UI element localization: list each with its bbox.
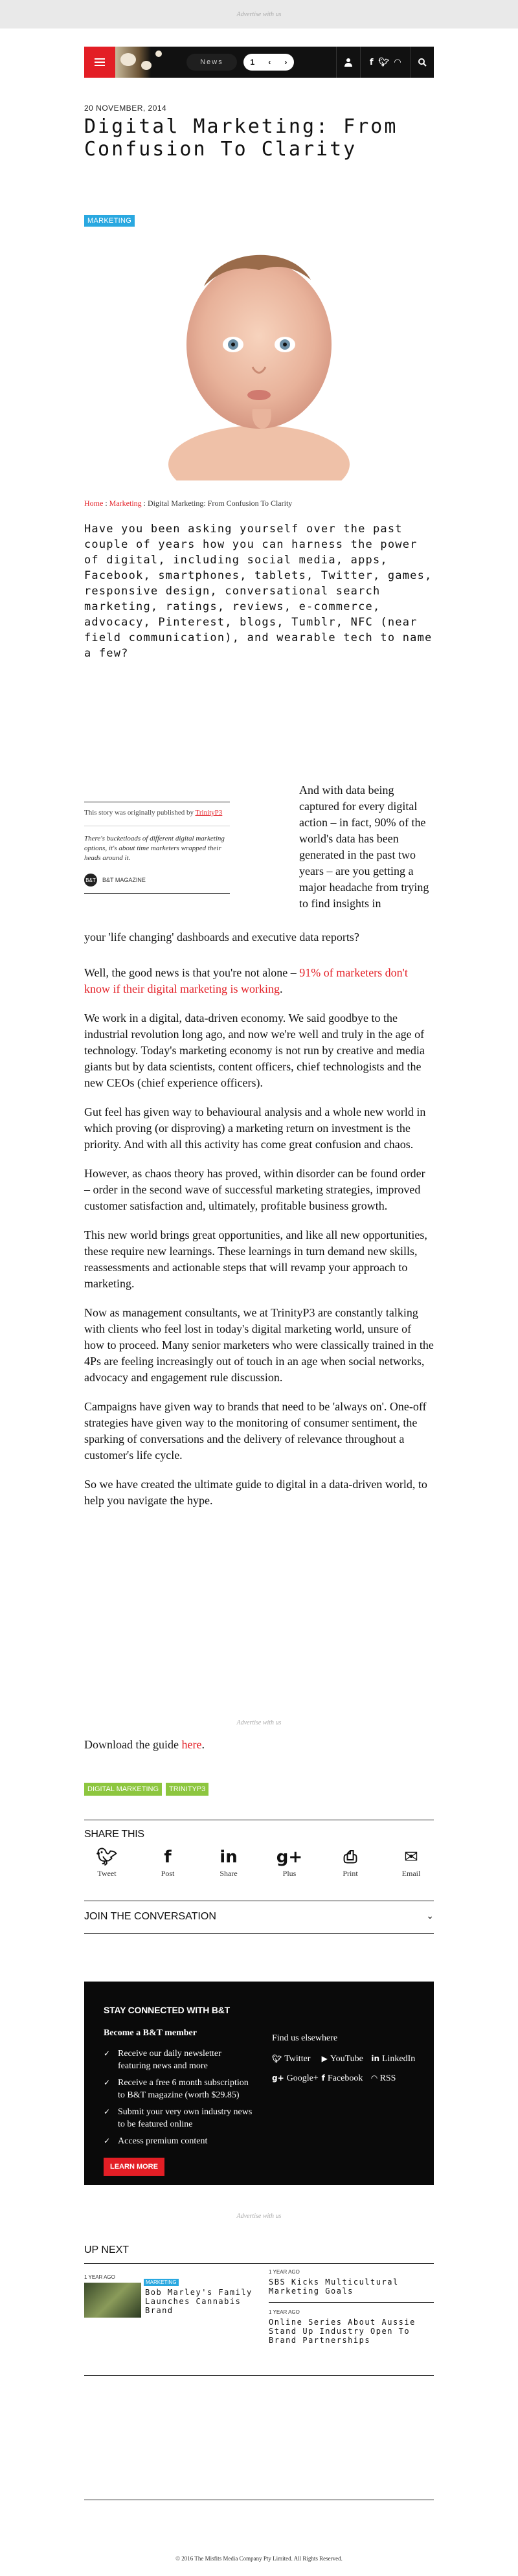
ad-label[interactable]: Advertise with us [236,1719,282,1726]
list-item: ✓ Access premium content [104,2135,253,2147]
paragraph-text: Well, the good news is that you're not alone – [84,966,300,979]
original-source-note [84,802,230,826]
facebook-icon[interactable]: f [369,57,374,67]
trinityp3-link[interactable]: TrinityP3 [195,809,223,817]
divider [84,2263,434,2264]
paragraph-text: . [279,982,283,995]
article-aside [84,802,230,894]
follow-linkedin-link[interactable]: in LinkedIn [371,2054,416,2064]
download-text: . [201,1738,205,1751]
up-next-item[interactable] [269,2303,434,2345]
up-next-column [269,2269,434,2345]
prev-arrow-icon[interactable]: ‹ [268,58,271,67]
tag-trinityp3[interactable]: TRINITYP3 [166,1783,208,1796]
share-email-button[interactable] [388,1846,434,1879]
paragraph: Campaigns have given way to brands that need to be 'always on'. One-off strategies have given way to the monitoring of consumer sentiment, the sparking of conversations and the delivery of relevance throughout a customer's life cycle. [84,1400,427,1462]
time-ago: 1 YEAR AGO [269,2309,300,2315]
find-us-heading: Find us elsewhere [272,2033,338,2043]
intro-paragraph: And with data being captured for every digital action – in fact, 90% of the world's data has been generated in the past two years – are you getting a major headache from trying to find insights in [299,784,429,910]
join-conversation-toggle[interactable] [84,1911,434,1923]
panel-heading: STAY CONNECTED WITH B&T [104,2005,231,2015]
bt-logo-icon: B&T [84,874,97,887]
social-follow-links [272,2054,421,2084]
paragraph: So we have created the ultimate guide to digital in a data-driven world, to help you navigate the hype. [84,1478,427,1507]
divider [84,1933,434,1934]
breadcrumb-marketing[interactable]: Marketing [109,499,142,508]
benefits-list [104,2048,253,2152]
article-date: 20 NOVEMBER, 2014 [84,104,167,113]
news-label[interactable]: News [186,54,237,71]
marketers-stat-link[interactable]: 91% of marketers don't know if their digital marketing is working [84,966,408,995]
category-badge: MARKETING [144,2279,179,2286]
share-print-button[interactable] [328,1846,373,1879]
list-item: ✓ Receive a free 6 month subscription to B&T magazine (worth $29.85) [104,2077,253,2101]
time-ago: 1 YEAR AGO [269,2269,300,2275]
up-next-item[interactable] [269,2269,434,2303]
news-pager [243,54,294,71]
up-next-title: Bob Marley's Family Launches Cannabis Brand [145,2288,253,2315]
paragraph [84,965,434,997]
breadcrumb-separator: : [103,499,109,508]
top-ad-bar [0,0,518,28]
share-label: Tweet [97,1869,117,1878]
join-label: JOIN THE CONVERSATION [84,1911,216,1922]
rss-icon[interactable]: ◠ [394,57,401,67]
share-label: Post [161,1869,175,1878]
up-next-title: Online Series About Aussie Stand Up Industry Open To Brand Partnerships [269,2318,416,2345]
download-line [84,1738,205,1752]
follow-rss-link[interactable]: ◠ RSS [371,2073,396,2083]
share-twitter-button[interactable] [84,1846,130,1879]
twitter-icon[interactable]: 🐦︎ [378,57,389,67]
divider [84,2375,434,2376]
download-text: Download the guide [84,1738,182,1751]
follow-youtube-link[interactable]: ▶ YouTube [321,2054,363,2064]
share-label: Plus [282,1869,297,1878]
share-label: Email [401,1869,421,1878]
follow-facebook-link[interactable]: f Facebook [321,2073,363,2083]
paragraph: This new world brings great opportunities, and like all new opportunities, these require new learnings. These learnings in turn demand new skills, reassessments and actionable steps that will revamp your approach to marketing. [84,1228,427,1290]
download-guide-link[interactable]: here [181,1738,202,1751]
category-badge[interactable]: MARKETING [84,215,135,227]
user-icon[interactable] [337,47,360,78]
article-lead: Have you been asking yourself over the past couple of years how you can harness the power of digital, including social media, apps, Facebook, smartphones, tablets, Twitter, games, responsive design, conversational search marketing, ratings, reviews, e-commerce, advocacy, Pinterest, blogs, Tumblr, NFC (near field communication), and wearable tech to name a few? [84,523,433,660]
paragraph: Gut feel has given way to behavioural analysis and a whole new world in which proving (or disproving) a marketing return on investment is the priority. And with all this activity has come great confusion and chaos. [84,1105,426,1151]
list-item: ✓ Receive our daily newsletter featuring news and more [104,2048,253,2072]
learn-more-button[interactable]: LEARN MORE [104,2158,164,2176]
next-arrow-icon[interactable]: › [284,58,287,67]
article-thumbnail [84,2279,177,2318]
facebook-icon: f [164,1847,172,1867]
newsletter-panel [84,1982,434,2185]
share-label: Share [220,1869,238,1878]
share-google-plus-button[interactable] [267,1846,312,1879]
chevron-down-icon: ⌄ [426,1911,434,1921]
page-number: 1 [250,58,255,67]
site-logo[interactable] [115,47,175,78]
pull-quote: There's bucketloads of different digital marketing options, it's about time marketers wrapped their heads around it. [84,835,225,862]
paragraph: Now as management consultants, we at TrinityP3 are constantly talking with clients who feel lost in today's digital marketing world, unsure of how to proceed. Many senior marketers who were classically trained in the 4Ps are feeling increasingly out of touch in an age when social networks, advocacy and engagement rule discussion. [84,1306,434,1384]
up-next-heading: UP NEXT [84,2244,130,2255]
share-linkedin-button[interactable] [206,1846,251,1879]
breadcrumb-home[interactable]: Home [84,499,104,508]
print-icon: ⎙ [343,1847,357,1867]
time-ago: 1 YEAR AGO [84,2274,115,2280]
linkedin-icon: in [220,1847,238,1867]
paragraph: However, as chaos theory has proved, within disorder can be found order – order in the second wave of successful marketing strategies, improved customer satisfaction and, ultimately, profitable business growth. [84,1167,425,1212]
source-label: B&T MAGAZINE [102,877,146,883]
quote-source [84,870,230,894]
paragraph: We work in a digital, data-driven economy. We said goodbye to the industrial revolution long ago, and now we're well and truly in the age of technology. Today's marketing economy is not run by creative and media giants but by data scientists, content officers, chief technologists and the new CEOs (chief experience officers). [84,1011,425,1089]
share-facebook-button[interactable] [145,1846,190,1879]
article-body [84,965,434,1522]
search-icon[interactable] [411,47,434,78]
twitter-icon: 🐦︎ [96,1847,118,1867]
breadcrumb-current: Digital Marketing: From Confusion To Clarity [148,499,293,508]
hamburger-menu-icon[interactable] [84,47,115,78]
ad-label[interactable]: Advertise with us [236,10,282,18]
email-icon: ✉ [404,1847,418,1867]
follow-google-plus-link[interactable]: g+ Google+ [272,2073,319,2083]
tag-digital-marketing[interactable]: DIGITAL MARKETING [84,1783,162,1796]
up-next-title: SBS Kicks Multicultural Marketing Goals [269,2277,399,2296]
up-next-item[interactable] [84,2274,253,2318]
share-bar [84,1846,434,1879]
article-title: Digital Marketing: From Confusion To Clarity [84,115,398,161]
follow-twitter-link[interactable]: 🐦︎ Twitter [272,2054,311,2064]
orig-prefix: This story was originally published by [84,809,196,817]
intro-paragraph-tail: your 'life changing' dashboards and executive data reports? [84,931,359,943]
footer-copyright: © 2016 The Misfits Media Company Pty Limited. All Rights Reserved. [175,2555,343,2562]
ad-label[interactable]: Advertise with us [236,2213,282,2220]
breadcrumb [84,499,292,508]
share-heading: SHARE THIS [84,1829,144,1840]
social-links [361,47,410,78]
breadcrumb-separator: : [141,499,148,508]
share-label: Print [343,1869,358,1878]
main-nav [84,47,434,78]
tag-list [84,1783,208,1796]
hero-baby-image [155,241,363,480]
google-plus-icon: g+ [276,1847,303,1867]
member-heading: Become a B&T member [104,2028,197,2038]
list-item: ✓ Submit your very own industry news to be featured online [104,2106,253,2130]
